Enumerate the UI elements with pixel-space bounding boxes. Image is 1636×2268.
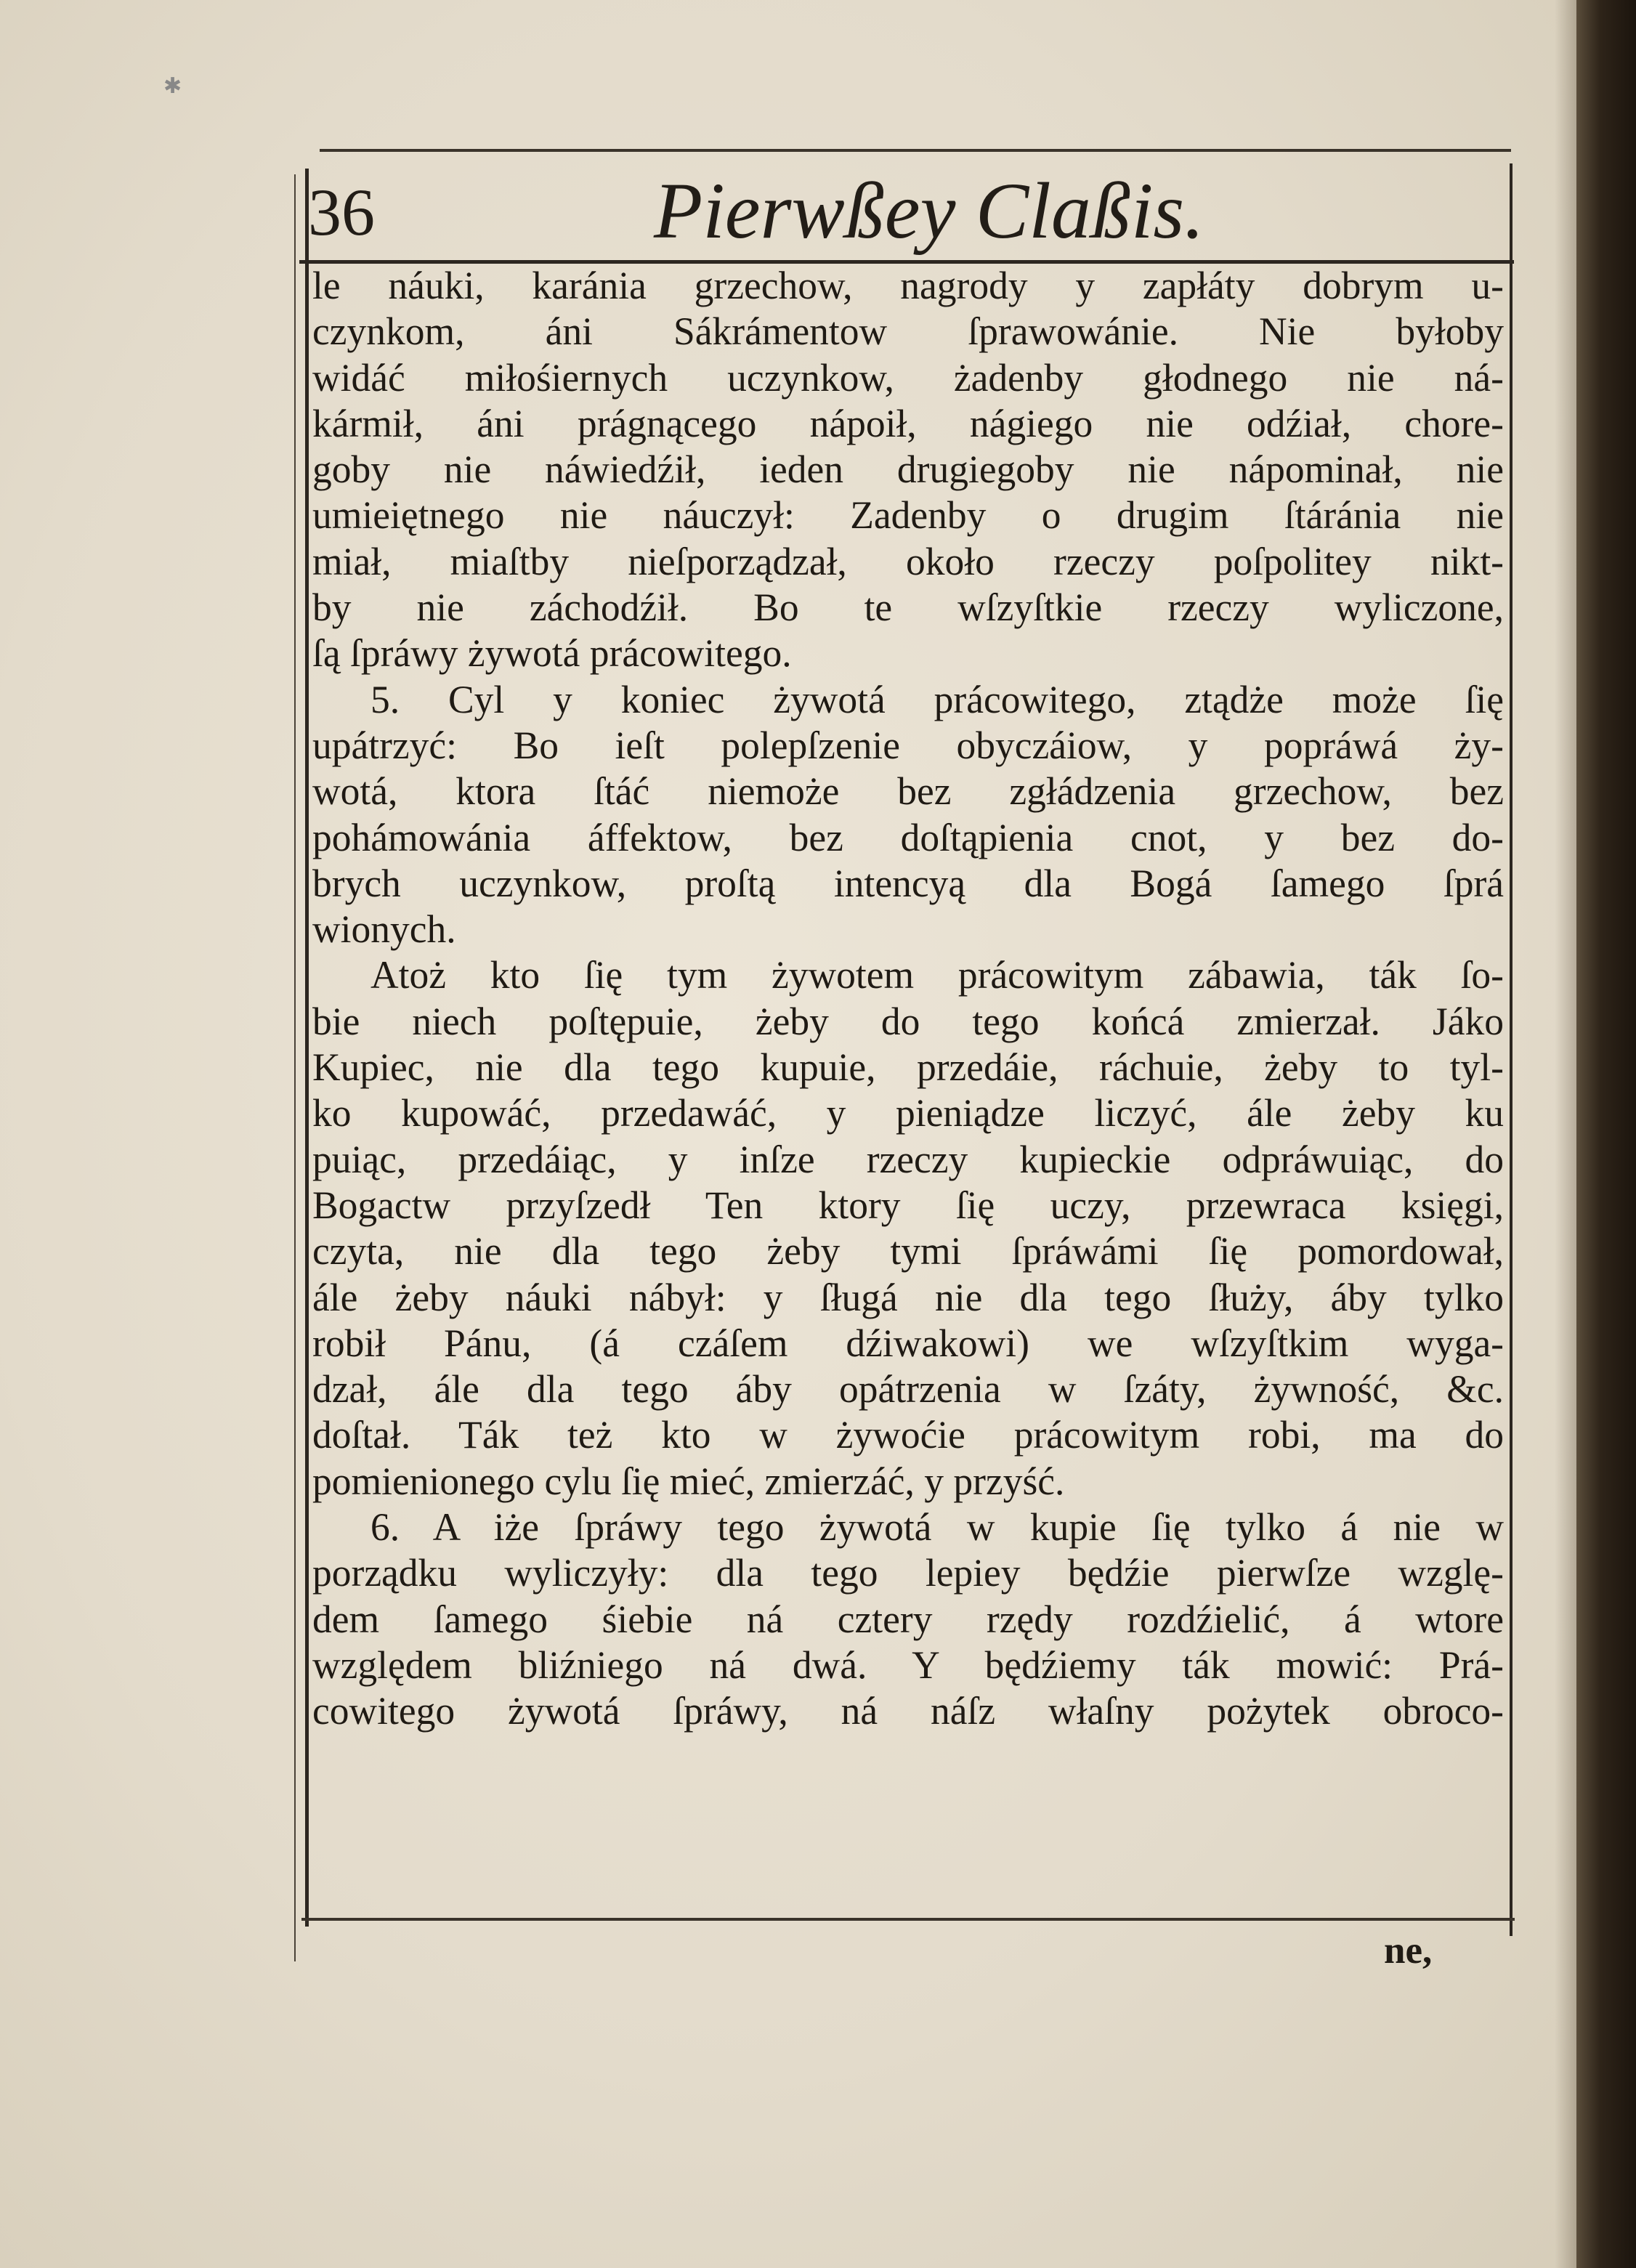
ink-speck: ✱ — [163, 74, 182, 98]
text-line: brych uczynkow, proſtą intencyą dla Bogá ſamego ſprá — [312, 861, 1504, 905]
text-line: ſą ſpráwy żywotá prácowitego. — [312, 631, 792, 676]
text-line: względem bliźniego ná dwá. Y będźiemy ták mowić: Prá- — [312, 1643, 1504, 1687]
text-line: doſtał. Ták też kto w żywoćie prácowitym robi, ma do — [312, 1413, 1504, 1457]
text-line: 6. A iże ſpráwy tego żywotá w kupie ſię tylko á nie w — [370, 1505, 1504, 1550]
text-line: Bogactw przyſzedł Ten ktory ſię uczy, przewraca księgi, — [312, 1183, 1504, 1227]
text-line: widáć miłośiernych uczynkow, żadenby głodnego nie ná- — [312, 355, 1504, 400]
text-line: cowitego żywotá ſpráwy, ná náſz właſny pożytek obroco- — [312, 1689, 1504, 1733]
frame-left-rule — [305, 169, 309, 1927]
text-line: robił Pánu, (á czáſem dźiwakowi) we wſzyſtkim wyga- — [312, 1321, 1504, 1365]
text-line: dzał, ále dla tego áby opátrzenia w ſzáty, żywność, &c. — [312, 1367, 1504, 1412]
text-line: czyta, nie dla tego żeby tymi ſpráwámi ſię pomordował, — [312, 1229, 1504, 1273]
book-spine — [1576, 0, 1636, 2268]
text-line: by nie záchodźił. Bo te wſzyſtkie rzeczy wyliczone, — [312, 586, 1504, 630]
text-line: wionych. — [312, 907, 456, 952]
text-line: puiąc, przedáiąc, y inſze rzeczy kupieckie odpráwuiąc, do — [312, 1137, 1504, 1181]
text-line: ko kupowáć, przedawáć, y pieniądze liczyć, ále żeby ku — [312, 1091, 1504, 1135]
outer-frame-rule — [294, 174, 296, 1961]
frame-right-rule — [1510, 163, 1513, 1936]
body-text — [312, 263, 1504, 1912]
text-line: bie niech poſtępuie, żeby do tego końcá zmierzał. Jáko — [312, 999, 1504, 1043]
frame-bottom-rule — [301, 1918, 1515, 1921]
text-line: le náuki, karánia grzechow, nagrody y zapłáty dobrym u- — [312, 264, 1504, 307]
text-line: czynkom, áni Sákrámentow ſprawowánie. Nie byłoby — [312, 309, 1504, 354]
text-line: upátrzyć: Bo ieſt polepſzenie obyczáiow, y popráwá ży- — [312, 723, 1504, 767]
text-line: Atoż kto ſię tym żywotem prácowitym zábawia, ták ſo- — [370, 953, 1504, 997]
catchword: ne, — [1384, 1929, 1433, 1972]
page-number: 36 — [308, 175, 375, 249]
text-line: pomienionego cylu ſię mieć, zmierzáć, y przyść. — [312, 1459, 1065, 1503]
text-line: ále żeby náuki nábył: y ſługá nie dla tego ſłuży, áby tylko — [312, 1275, 1504, 1319]
text-line: goby nie náwiedźił, ieden drugiegoby nie nápominał, nie — [312, 447, 1504, 492]
text-line: miał, miaſtby nieſporządzał, około rzeczy poſpolitey nikt- — [312, 539, 1504, 583]
text-line: wotá, ktora ſtáć niemoże bez zgłádzenia grzechow, bez — [312, 769, 1504, 814]
text-line: Kupiec, nie dla tego kupuie, przedáie, ráchuie, żeby to tyl- — [312, 1045, 1504, 1090]
running-title: Pierwßey Claßis. — [654, 166, 1204, 255]
text-line: pohámowánia áffektow, bez doſtąpienia cnot, y bez do- — [312, 815, 1504, 859]
text-line: dem ſamego śiebie ná cztery rzędy rozdźielić, á wtore — [312, 1597, 1504, 1641]
text-line: porządku wyliczyły: dla tego lepiey będźie pierwſze wzglę- — [312, 1551, 1504, 1595]
text-line: kármił, áni prágnącego nápoił, nágiego nie odźiał, chore- — [312, 401, 1504, 445]
header-top-rule — [320, 149, 1511, 152]
text-line: 5. Cyl y koniec żywotá prácowitego, ztądże może ſię — [370, 677, 1504, 721]
text-line: umieiętnego nie náuczył: Zadenby o drugim ſtáránia nie — [312, 493, 1504, 538]
